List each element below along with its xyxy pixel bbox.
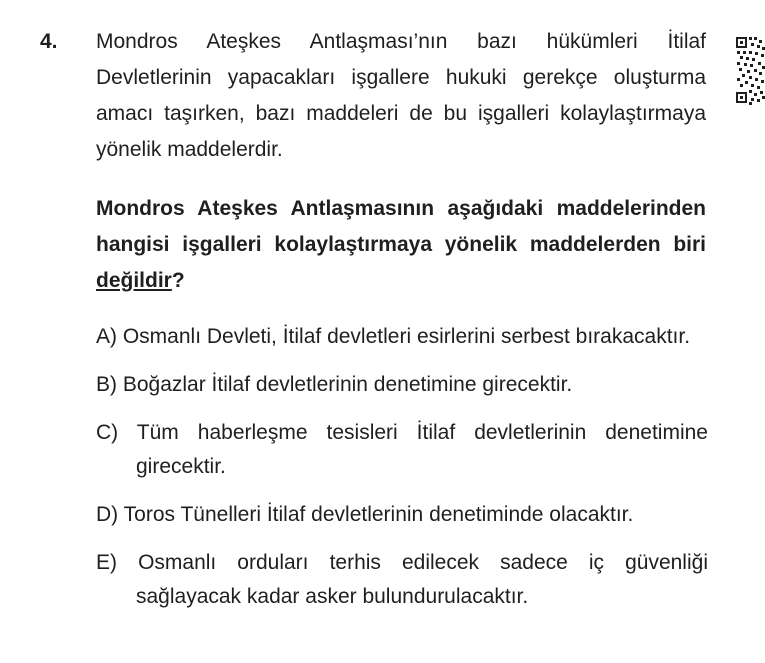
option-b[interactable] — [96, 368, 708, 402]
option-label: D) — [96, 503, 119, 526]
prompt-question-mark: ? — [171, 269, 185, 292]
answer-options — [96, 320, 708, 628]
question-number: 4. — [40, 30, 58, 53]
option-d[interactable] — [96, 498, 708, 532]
option-a[interactable] — [96, 320, 708, 354]
option-text: Boğazlar İtilaf devletlerinin denetimine girecektir. — [122, 373, 573, 396]
option-label: B) — [96, 373, 117, 396]
prompt-text: Mondros Ateşkes Antlaşmasının aşağıdaki maddelerinden hangisi işgalleri kolaylaştırmaya yönelik maddelerden biri — [96, 197, 706, 256]
option-text: Tüm haberleşme tesisleri İtilaf devletlerinin denetimine girecektir. — [136, 421, 708, 478]
option-label: A) — [96, 325, 117, 348]
prompt-negation: değildir — [96, 269, 172, 292]
option-c[interactable] — [96, 416, 708, 484]
option-text: Toros Tünelleri İtilaf devletlerinin denetiminde olacaktır. — [123, 503, 634, 526]
question-stem: Mondros Ateşkes Antlaşması’nın bazı hükümleri İtilaf Devletlerinin yapacakları işgallere hukuki gerekçe oluşturma amacı taşırken, bazı maddeleri de bu işgalleri kolaylaştırmaya yönelik maddelerdir. — [96, 30, 706, 161]
option-label: C) — [96, 421, 119, 444]
option-text: Osmanlı Devleti, İtilaf devletleri esirlerini serbest bırakacaktır. — [122, 325, 691, 348]
option-label: E) — [96, 551, 117, 574]
question-prompt — [96, 191, 706, 299]
option-text: Osmanlı orduları terhis edilecek sadece iç güvenliği sağlayacak kadar asker bulundurulacaktır. — [136, 551, 708, 608]
option-e[interactable] — [96, 546, 708, 614]
qr-code-icon — [735, 34, 765, 106]
